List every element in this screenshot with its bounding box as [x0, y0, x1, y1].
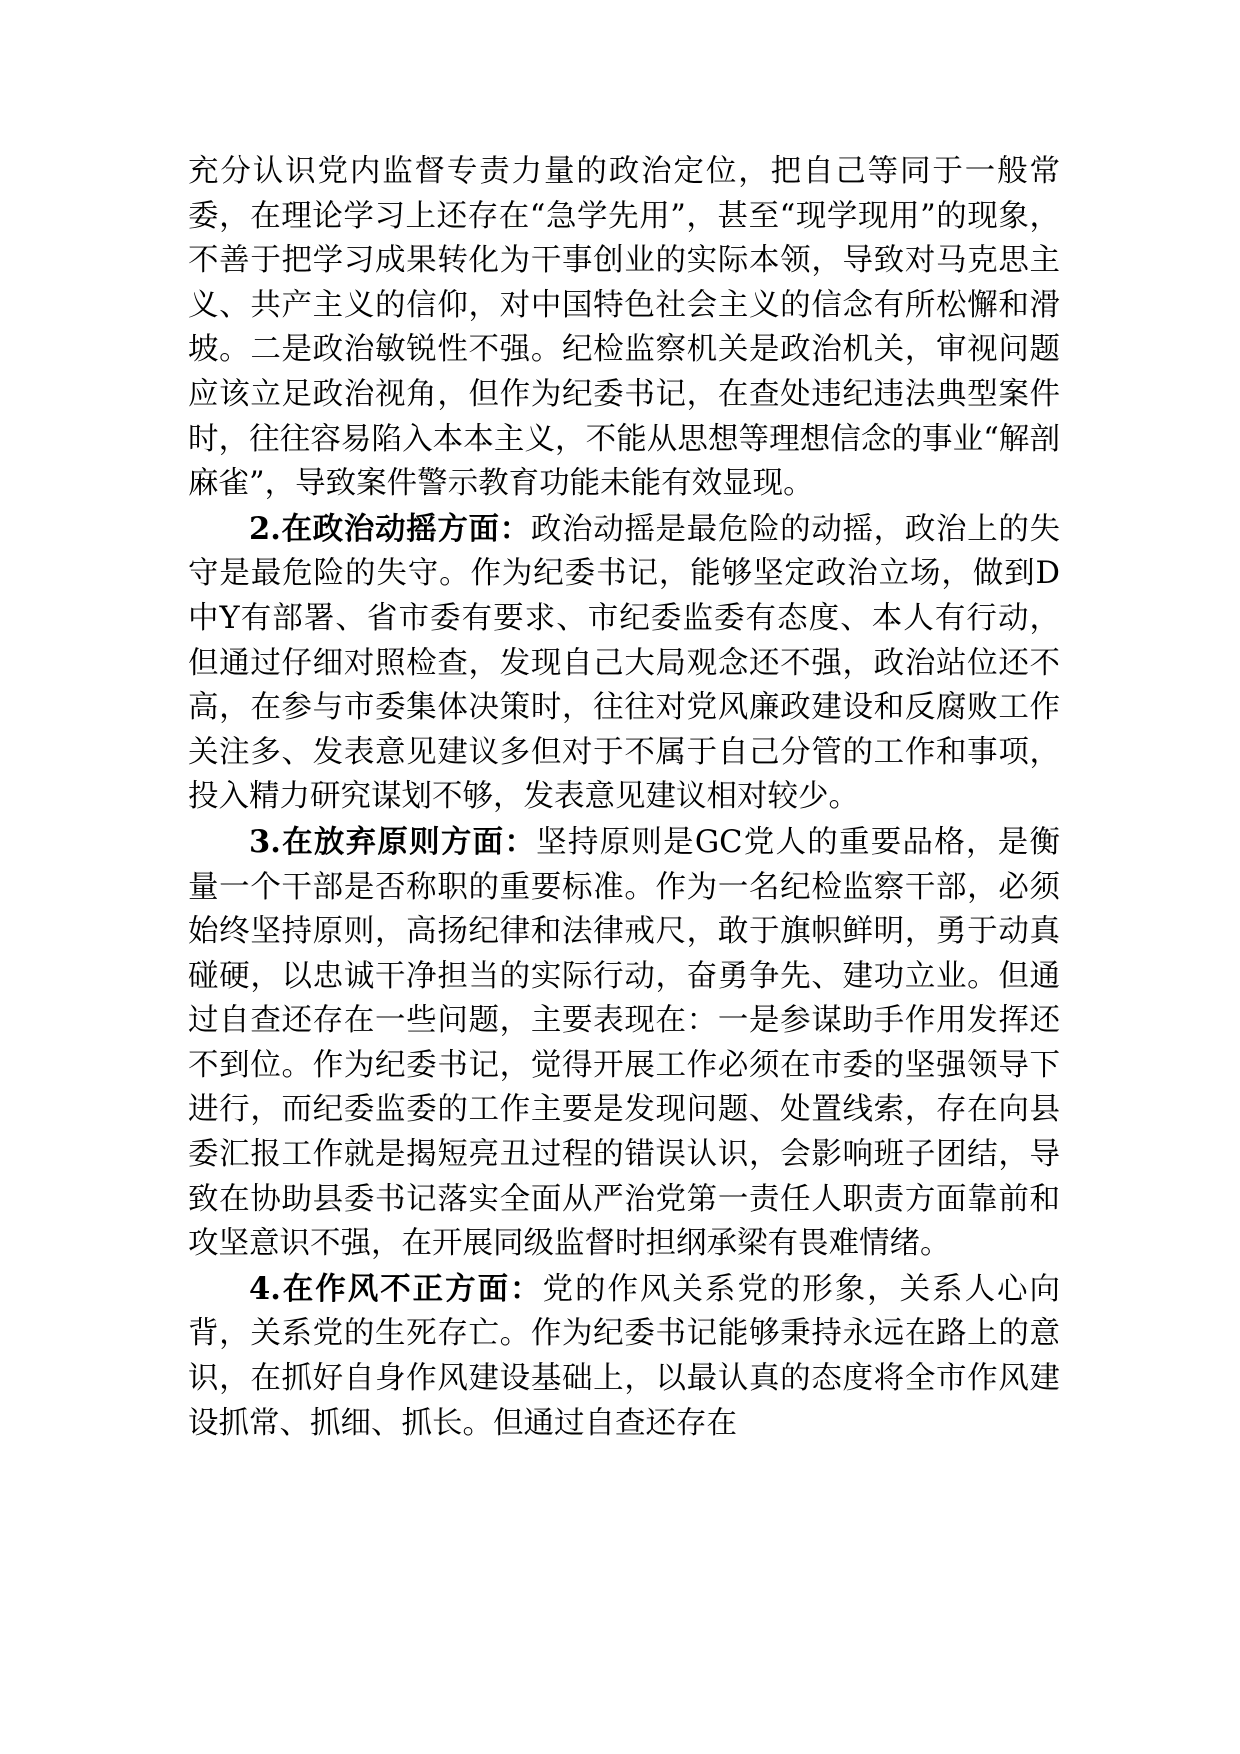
paragraph-4-text: 党的作风关系党的形象，关系人心向背，关系党的生死存亡。作为纪委书记能够秉持永远在路上的意识，在抓好自身作风建设基础上，以最认真的态度将全市作风建设抓常、抓细、抓长。但通过自查还存在 — [188, 1271, 1061, 1441]
paragraph-1 — [188, 150, 1060, 507]
paragraph-4-heading: 4.在作风不正方面： — [249, 1270, 543, 1307]
document-body — [188, 150, 1060, 1446]
paragraph-1-text: 充分认识党内监督专责力量的政治定位，把自己等同于一般常委，在理论学习上还存在“急学先用”，甚至“现学现用”的现象，不善于把学习成果转化为干事创业的实际本领，导致对马克思主义、共产主义的信仰，对中国特色社会主义的信念有所松懈和滑坡。二是政治敏锐性不强。纪检监察机关是政治机关，审视问题应该立足政治视角，但作为纪委书记，在查处违纪违法典型案件时，往往容易陷入本本主义，不能从思想等理想信念的事业“解剖麻雀”，导致案件警示教育功能未能有效显现。 — [188, 154, 1060, 502]
paragraph-3-heading: 3.在放弃原则方面： — [249, 823, 537, 860]
paragraph-3-text: 坚持原则是GC党人的重要品格，是衡量一个干部是否称职的重要标准。作为一名纪检监察干部，必须始终坚持原则，高扬纪律和法律戒尺，敢于旗帜鲜明，勇于动真碰硬，以忠诚干净担当的实际行动，奋勇争先、建功立业。但通过自查还存在一些问题，主要表现在：一是参谋助手作用发挥还不到位。作为纪委书记，觉得开展工作必须在市委的坚强领导下进行，而纪委监委的工作主要是发现问题、处置线索，存在向县委汇报工作就是揭短亮丑过程的错误认识，会影响班子团结，导致在协助县委书记落实全面从严治党第一责任人职责方面靠前和攻坚意识不强，在开展同级监督时担纲承梁有畏难情绪。 — [188, 824, 1060, 1262]
paragraph-2-text: 政治动摇是最危险的动摇，政治上的失守是最危险的失守。作为纪委书记，能够坚定政治立场，做到D中Y有部署、省市委有要求、市纪委监委有态度、本人有行动，但通过仔细对照检查，发现自己大局观念还不强，政治站位还不高，在参与市委集体决策时，往往对党风廉政建设和反腐败工作关注多、发表意见建议多但对于不属于自己分管的工作和事项，投入精力研究谋划不够，发表意见建议相对较少。 — [188, 511, 1061, 815]
paragraph-2 — [188, 507, 1060, 820]
paragraph-3 — [188, 820, 1060, 1267]
paragraph-4 — [188, 1267, 1060, 1446]
paragraph-2-heading: 2.在政治动摇方面： — [249, 510, 531, 547]
